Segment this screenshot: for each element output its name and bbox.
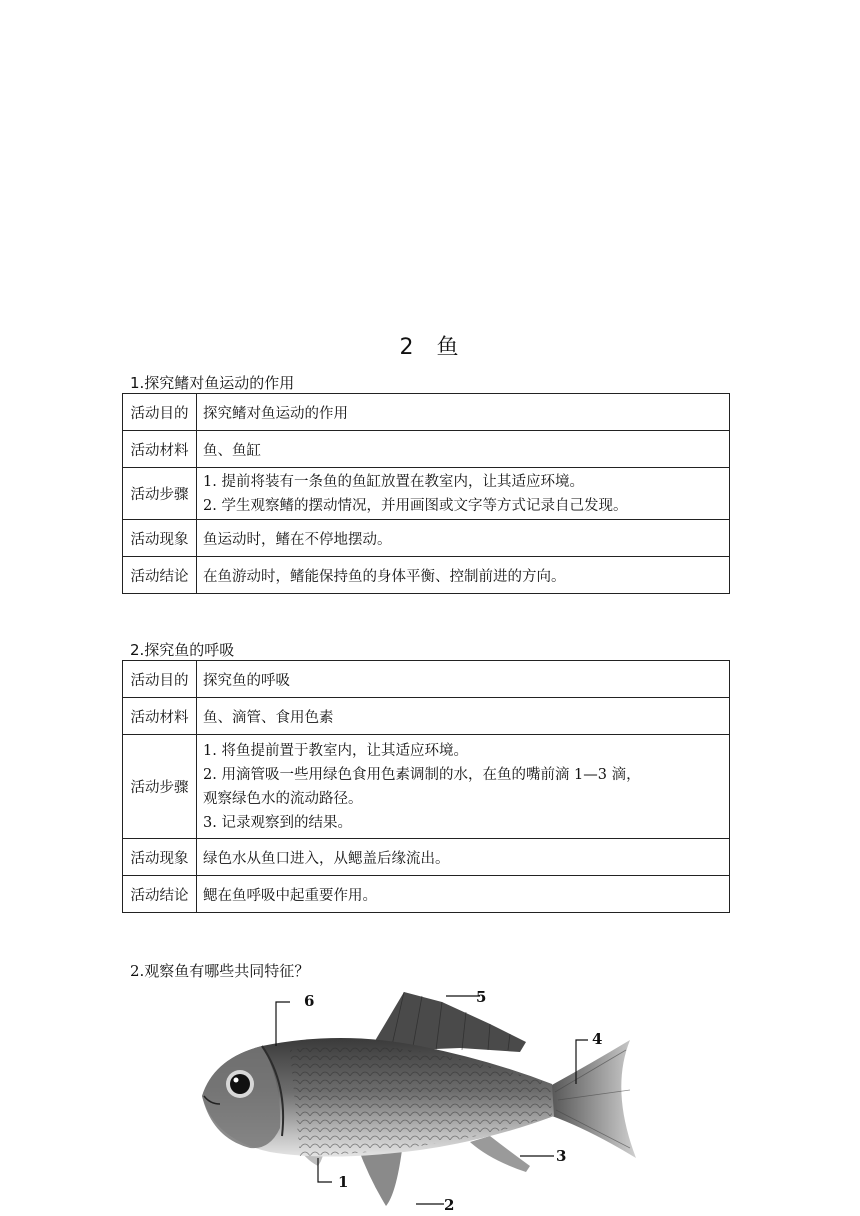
page-title [0, 330, 860, 361]
step-line: 观察绿色水的流动路径。 [203, 790, 363, 807]
row-label: 活动结论 [123, 557, 197, 594]
table-row-conclusion [123, 876, 730, 913]
table-row-purpose [123, 661, 730, 698]
title-text: 鱼 [436, 335, 461, 360]
row-value: 在鱼游动时，鳍能保持鱼的身体平衡、控制前进的方向。 [197, 557, 730, 594]
table-row-conclusion [123, 557, 730, 594]
pelvic-fin [358, 1148, 402, 1206]
section1-table [122, 393, 730, 594]
row-label: 活动材料 [123, 698, 197, 735]
row-value [197, 735, 730, 839]
question-text: 2.观察鱼有哪些共同特征？ [130, 962, 310, 980]
row-value: 探究鳍对鱼运动的作用 [197, 394, 730, 431]
title-number: 2 [399, 335, 416, 360]
row-value: 鳃在鱼呼吸中起重要作用。 [197, 876, 730, 913]
table-row-phenomenon [123, 520, 730, 557]
row-label: 活动目的 [123, 661, 197, 698]
step-line: 2. 用滴管吸一些用绿色食用色素调制的水，在鱼的嘴前滴 1—3 滴， [203, 766, 641, 783]
figure-label-5: 5 [476, 988, 487, 1006]
row-value: 鱼运动时，鳍在不停地摆动。 [197, 520, 730, 557]
figure-label-6: 6 [304, 992, 315, 1010]
figure-label-3: 3 [556, 1147, 567, 1165]
section2-table [122, 660, 730, 913]
table-row-purpose [123, 394, 730, 431]
anal-fin [470, 1136, 530, 1172]
figure-label-1: 1 [338, 1173, 349, 1191]
step-line: 2. 学生观察鳍的摆动情况，并用画图或文字等方式记录自己发现。 [203, 497, 628, 514]
row-value [197, 468, 730, 520]
table-row-materials [123, 698, 730, 735]
section1-heading: 1.探究鳍对鱼运动的作用 [130, 374, 295, 392]
row-value: 鱼、滴管、食用色素 [197, 698, 730, 735]
step-line: 1. 将鱼提前置于教室内，让其适应环境。 [203, 742, 468, 759]
section2-heading: 2.探究鱼的呼吸 [130, 641, 235, 659]
fish-figure [190, 980, 660, 1216]
row-value: 绿色水从鱼口进入，从鳃盖后缘流出。 [197, 839, 730, 876]
row-label: 活动步骤 [123, 468, 197, 520]
table-row-phenomenon [123, 839, 730, 876]
row-value: 鱼、鱼缸 [197, 431, 730, 468]
row-value: 探究鱼的呼吸 [197, 661, 730, 698]
table-row-steps [123, 468, 730, 520]
row-label: 活动材料 [123, 431, 197, 468]
figure-label-2: 2 [444, 1196, 455, 1214]
figure-label-4: 4 [592, 1030, 603, 1048]
row-label: 活动结论 [123, 876, 197, 913]
table-row-materials [123, 431, 730, 468]
row-label: 活动现象 [123, 520, 197, 557]
row-label: 活动步骤 [123, 735, 197, 839]
row-label: 活动现象 [123, 839, 197, 876]
step-line: 3. 记录观察到的结果。 [203, 814, 352, 831]
table-row-steps [123, 735, 730, 839]
row-label: 活动目的 [123, 394, 197, 431]
leader-line-6 [276, 1002, 290, 1046]
step-line: 1. 提前将装有一条鱼的鱼缸放置在教室内，让其适应环境。 [203, 473, 584, 490]
